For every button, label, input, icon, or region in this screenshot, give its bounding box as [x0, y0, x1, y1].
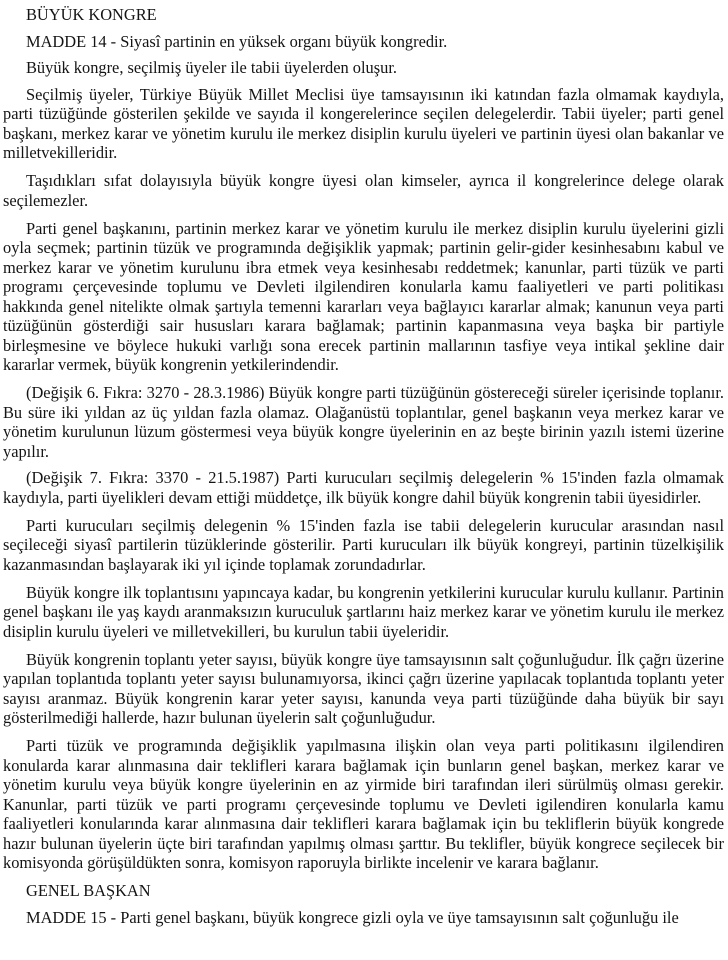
paragraph: Büyük kongre ilk toplantısını yapıncaya kadar, bu kongrenin yetkilerini kurucular kurulu kullanır. Partinin genel başkanı ile yaş kaydı aranmaksızın kuruculuk şartlarını haiz merkez karar ve yönetim kurulu ile merkez disiplin kurulu üyeleri ve milletvekilleri, bu kurulun tabii üyeleridir. — [3, 582, 724, 641]
paragraph: Parti genel başkanını, partinin merkez karar ve yönetim kurulu ile merkez disiplin kurulu üyelerini gizli oyla seçmek; partinin tüzük ve programında değişiklik yapmak; partinin gelir-gider kesinhesabını kabul ve merkez karar ve yönetim kurulunu ibra etmek veya kesinhesabı reddetmek; kanunlar, parti tüzük ve parti programı çerçevesinde toplumu ve Devleti ilgilendiren konularla kamu faaliyetleri ve parti politikası hakkında genel nitelikte olmak şartıyla temenni kararları veya bağlayıcı kararlar almak; kanunun veya parti tüzüğünün gösterdiği sair hususları karara bağlamak; partinin kapanmasına veya başka bir partiyle birleşmesine ve böylece hukuki varlığı sona erecek partinin mallarının tasfiye veya intikal şekline dair kararlar vermek, büyük kongrenin yetkilerindendir. — [3, 218, 724, 374]
document-page — [3, 5, 724, 934]
paragraph: Seçilmiş üyeler, Türkiye Büyük Millet Meclisi üye tamsayısının iki katından fazla olmamak kaydıyla, parti tüzüğünde gösterilen şekilde ve sayıda il kongerelerince seçilen delegelerdir. Tabii üyeler; parti genel başkanı, merkez karar ve yönetim kurulu ile merkez disiplin kurulu üyeleri ve partinin üyesi olan bakanlar ve milletvekilleridir. — [3, 84, 724, 162]
paragraph: Parti tüzük ve programında değişiklik yapılmasına ilişkin olan veya parti politikasını ilgilendiren konularda karar alınmasına dair teklifleri karara bağlamak için bunların genel başkan, merkez karar ve yönetim kurulu veya büyük kongre üyelerinin en az yirmide biri tarafından ileri sürülmüş olması gerekir. Kanunlar, parti tüzük ve parti programı çerçevesinde toplumu ve Devleti igilendiren konularla kamu faaliyetleri konularında karar alınmasına dair teklifleri karara bağlamak için bu tekliflerin büyük kongrede hazır bulunan üyelerin üçte biri tarafından yapılmış olması şarttır. Bu teklifler, büyük kongrece seçilecek bir komisyonda görüşüldükten sonra, komisyon raporuyla birlikte incelenir ve karara bağlanır. — [3, 736, 724, 872]
section-heading-buyuk-kongre: BÜYÜK KONGRE — [26, 5, 157, 24]
paragraph: Parti kurucuları seçilmiş delegenin % 15'inden fazla ise tabii delegelerin kurucular arasından nasıl seçileceği siyasî partilerin tüzüklerinde gösterilir. Parti kurucuları ilk büyük kongreyi, partinin tüzelkişilik kazanmasından başlayarak iki yıl içinde toplamak zorundadırlar. — [3, 515, 724, 574]
paragraph: (Değişik 7. Fıkra: 3370 - 21.5.1987) Parti kurucuları seçilmiş delegelerin % 15'inden fazla olmamak kaydıyla, parti üyelikleri devam ettiği müddetçe, ilk büyük kongre dahil büyük kongrenin tabii üyesidirler. — [3, 468, 724, 507]
paragraph: Büyük kongrenin toplantı yeter sayısı, büyük kongre üye tamsayısının salt çoğunluğudur. İlk çağrı üzerine yapılan toplantıda toplantı yeter sayısı bulunamıyorsa, ikinci çağrı üzerine yapılacak toplantıda toplantı yeter sayısı aranmaz. Büyük kongrenin karar yeter sayısı, kanunda veya parti tüzüğünde daha büyük bir sayı gösterilmediği hallerde, hazır bulunan üyelerin salt çoğunluğudur. — [3, 649, 724, 727]
paragraph: (Değişik 6. Fıkra: 3270 - 28.3.1986) Büyük kongre parti tüzüğünün göstereceği süreler içerisinde toplanır. Bu süre iki yıldan az üç yıldan fazla olamaz. Olağanüstü toplantılar, genel başkanın veya merkez karar ve yönetim kurulunun lüzum göstermesi veya büyük kongre üyelerinin en az beşte birinin yazılı istemi üzerine yapılır. — [3, 383, 724, 461]
section-heading-genel-baskan: GENEL BAŞKAN — [26, 881, 151, 900]
paragraph: Büyük kongre, seçilmiş üyeler ile tabii üyelerden oluşur. — [26, 58, 397, 77]
paragraph: Taşıdıkları sıfat dolayısıyla büyük kongre üyesi olan kimseler, ayrıca il kongrelerince delege olarak seçilemezler. — [3, 171, 724, 210]
article-14-title: MADDE 14 - Siyasî partinin en yüksek organı büyük kongredir. — [26, 31, 448, 51]
article-15-title: MADDE 15 - Parti genel başkanı, büyük kongrece gizli oyla ve üye tamsayısının salt çoğunluğu ile — [26, 907, 679, 927]
